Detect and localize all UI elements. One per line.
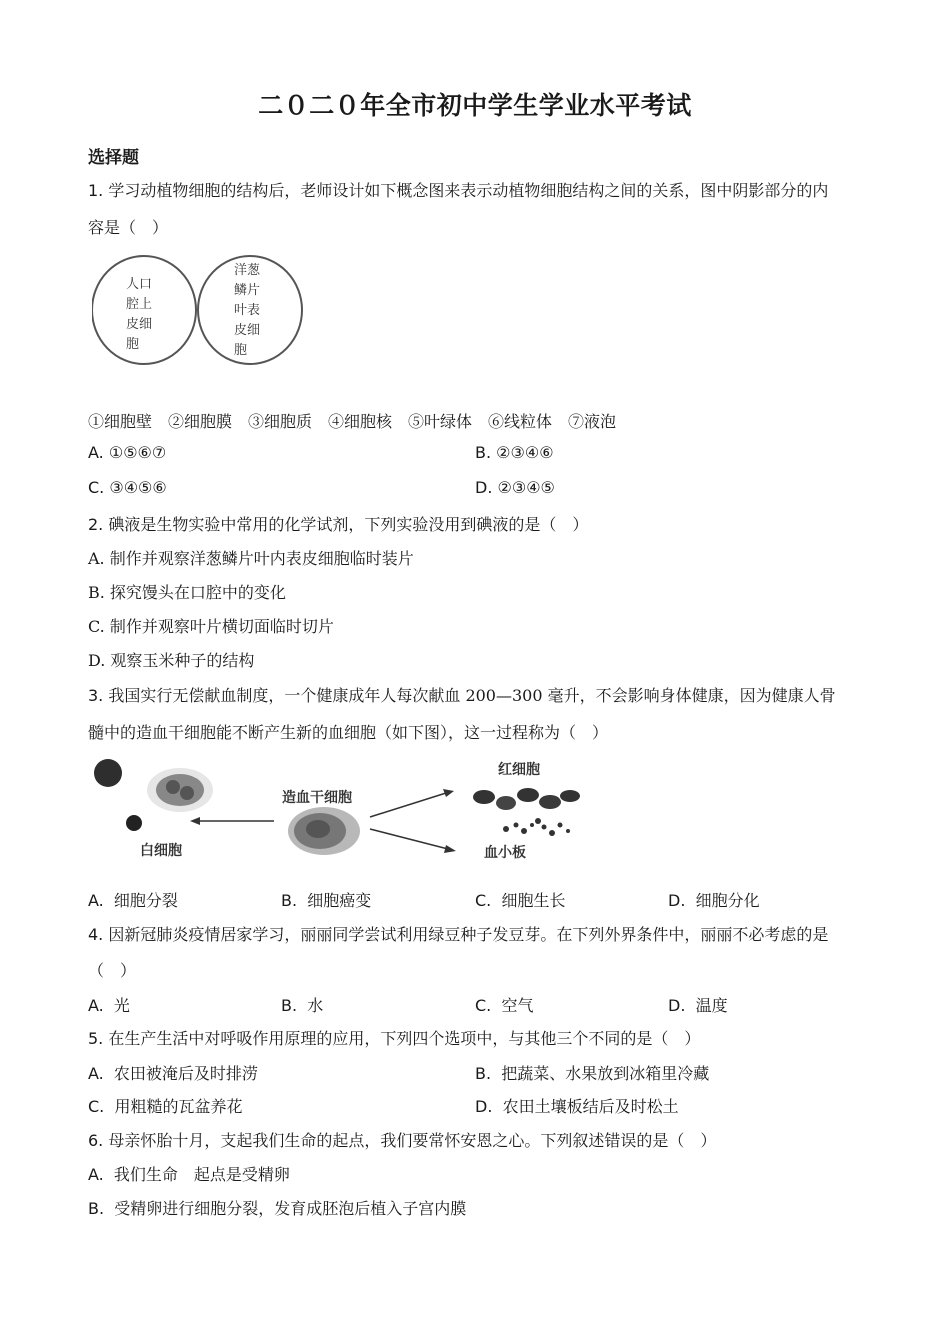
stem-cell-label: 造血干细胞 [282,790,352,806]
question-1-text-line2: 容是（ ） [88,218,169,237]
section-heading: 选择题 [88,148,139,168]
arrow-to-platelet [370,829,448,849]
question-3-option-b[interactable]: B. 细胞癌变 [281,891,372,910]
question-4-option-b[interactable]: B. 水 [281,996,324,1015]
question-4-text-line1: 因新冠肺炎疫情居家学习，丽丽同学尝试利用绿豆种子发豆芽。在下列外界条件中，丽丽不必考虑的是 [108,925,829,944]
question-4-number: 4. [88,925,104,944]
question-5-number: 5. [88,1029,104,1048]
question-5-stem [88,1026,700,1049]
question-4-text-line2: （ ） [88,961,137,980]
question-3-number: 3. [88,686,104,705]
red-blood-cells [473,788,580,810]
platelets [503,818,570,836]
venn-left-label-2: 腔上 [126,297,153,312]
question-2-option-c[interactable]: C. 制作并观察叶片横切面临时切片 [88,617,334,636]
red-blood-cell-label: 红细胞 [498,762,540,778]
question-5-option-a[interactable]: A. 农田被淹后及时排涝 [88,1064,258,1083]
question-6-text: 母亲怀胎十月，支起我们生命的起点，我们要常怀安恩之心。下列叙述错误的是（ ） [108,1131,717,1150]
question-6-number: 6. [88,1131,104,1150]
question-6-option-a[interactable]: A. 我们生命 起点是受精卵 [88,1165,290,1184]
question-1-option-b[interactable]: B. ②③④⑥ [475,443,554,462]
venn-left-label-1: 人口 [126,277,153,292]
arrowhead-up-right-icon [443,789,454,797]
question-4-option-d[interactable]: D. 温度 [668,996,728,1015]
question-1-number: 1. [88,181,104,200]
question-2-option-b[interactable]: B. 探究馒头在口腔中的变化 [88,583,286,602]
question-3-text-line2: 髓中的造血干细胞能不断产生新的血细胞（如下图），这一过程称为（ ） [88,723,609,742]
question-5-option-c[interactable]: C. 用粗糙的瓦盆养花 [88,1097,243,1116]
question-3-option-a[interactable]: A. 细胞分裂 [88,891,178,910]
question-3-option-d[interactable]: D. 细胞分化 [668,891,760,910]
venn-right-label-5: 胞 [234,343,248,358]
question-1-text-line1: 学习动植物细胞的结构后，老师设计如下概念图来表示动植物细胞结构之间的关系，图中阴影部分的内 [108,181,829,200]
blood-cell-figure [86,755,586,865]
question-1-option-d[interactable]: D. ②③④⑤ [475,478,555,497]
arrowhead-down-right-icon [444,845,456,853]
question-2-stem [88,512,588,535]
question-3-text-line1: 我国实行无偿献血制度，一个健康成年人每次献血 200—300 毫升，不会影响身体健康，因为健康人骨 [108,686,836,705]
white-blood-cell-label: 白细胞 [140,843,182,859]
arrow-to-red-blood-cell [370,793,446,817]
venn-right-label-2: 鳞片 [234,283,261,298]
white-blood-cell-small [126,815,142,831]
question-3-stem [88,683,836,706]
venn-left-label-3: 皮细 [126,317,153,332]
venn-right-label-1: 洋葱 [234,263,261,278]
question-2-option-a[interactable]: A. 制作并观察洋葱鳞片叶内表皮细胞临时装片 [88,549,414,568]
white-blood-cell [156,774,204,806]
question-1-option-c[interactable]: C. ③④⑤⑥ [88,478,167,497]
question-2-option-d[interactable]: D. 观察玉米种子的结构 [88,651,255,670]
question-6-stem [88,1128,716,1151]
venn-diagram [92,250,304,370]
arrowhead-left-icon [190,817,200,825]
question-4-stem [88,922,828,945]
venn-right-label-4: 皮细 [234,323,261,338]
question-5-text: 在生产生活中对呼吸作用原理的应用，下列四个选项中，与其他三个不同的是（ ） [108,1029,701,1048]
question-2-number: 2. [88,515,104,534]
question-5-option-d[interactable]: D. 农田土壤板结后及时松土 [475,1097,679,1116]
venn-left-label-4: 胞 [126,337,140,352]
question-4-option-a[interactable]: A. 光 [88,996,130,1015]
exam-title: 二０二０年全市初中学生学业水平考试 [258,91,692,120]
question-5-option-b[interactable]: B. 把蔬菜、水果放到冰箱里冷藏 [475,1064,710,1083]
venn-right-label-3: 叶表 [234,303,261,318]
question-1-stem [88,178,828,201]
question-2-text: 碘液是生物实验中常用的化学试剂，下列实验没用到碘液的是（ ） [108,515,589,534]
question-4-option-c[interactable]: C. 空气 [475,996,534,1015]
question-1-option-a[interactable]: A. ①⑤⑥⑦ [88,443,167,462]
question-1-items: ①细胞壁 ②细胞膜 ③细胞质 ④细胞核 ⑤叶绿体 ⑥线粒体 ⑦液泡 [88,412,617,431]
question-3-option-c[interactable]: C. 细胞生长 [475,891,566,910]
white-blood-cell-dark [94,759,122,787]
question-6-option-b[interactable]: B. 受精卵进行细胞分裂，发育成胚泡后植入子宫内膜 [88,1199,467,1218]
platelet-label: 血小板 [484,845,526,861]
